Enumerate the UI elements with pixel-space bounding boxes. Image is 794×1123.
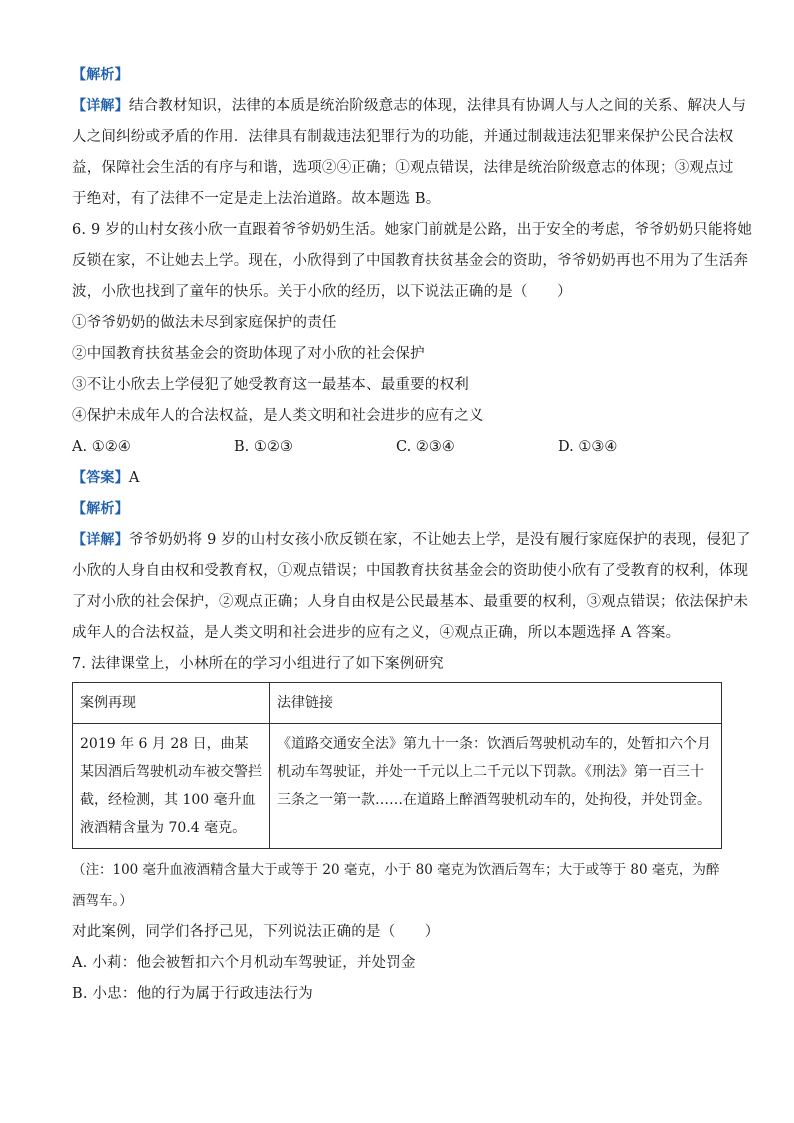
q6-option-d: D. ①③④: [558, 439, 618, 455]
q6-stem-line-1: 6. 9 岁的山村女孩小欣一直跟着爷爷奶奶生活。她家门前就是公路，出于安全的考虑，爷爷奶奶只能将她: [72, 222, 753, 238]
q6-analysis-heading: [72, 494, 722, 525]
q6-option-a: A. ①②④: [72, 439, 131, 455]
detail-tag: 【详解】: [72, 98, 129, 114]
explanation-line-3: 益，保障社会生活的有序与和谐，选项②④正确；①观点错误，法律是统治阶级意志的体现；③观点过: [72, 160, 734, 176]
q6-detail-line-3: 了对小欣的社会保护，②观点正确；人身自由权是公民最基本、最重要的权利，③观点错误；依法保护未: [72, 594, 749, 610]
q7-option-a: A. 小莉：他会被暂扣六个月机动车驾驶证，并处罚金: [72, 955, 416, 971]
analysis-heading: [72, 60, 722, 91]
analysis-tag: 【解析】: [72, 501, 129, 517]
q6-stem-line-2: 反锁在家，不让她去上学。现在，小欣得到了中国教育扶贫基金会的资助，爷爷奶奶再也不用为了生活奔: [72, 253, 749, 269]
q7-note: （注：100 毫升血液酒精含量大于或等于 20 毫克，小于 80 毫克为饮酒后驾车；大于或等于 80 毫克，为醉酒驾车。）: [72, 862, 720, 909]
q6-statement-4: ④保护未成年人的合法权益，是人类文明和社会进步的应有之义: [72, 408, 484, 424]
analysis-tag: 【解析】: [72, 67, 129, 83]
q7-option-b: B. 小忠：他的行为属于行政违法行为: [72, 986, 313, 1002]
q6-options: [72, 432, 722, 463]
q6-detail-line-1: [72, 525, 751, 556]
law-text-cell: 《道路交通安全法》第九十一条：饮酒后驾驶机动车的，处暂扣六个月机动车驾驶证，并处一千元以上二千元以下罚款。《刑法》第一百三十三条之一第一款……在道路上醉酒驾驶机动车的，处拘役，并处罚金。: [270, 724, 722, 849]
q7-question-line: 对此案例，同学们各抒己见，下列说法正确的是（ ）: [72, 924, 440, 940]
explanation-text: 结合教材知识，法律的本质是统治阶级意志的体现，法律具有协调人与人之间的关系、解决人与: [128, 98, 747, 114]
q7-stem: 7. 法律课堂上，小林所在的学习小组进行了如下案例研究: [72, 656, 444, 672]
case-table: [72, 682, 722, 849]
detail-tag: 【详解】: [72, 532, 129, 548]
detail-text: 爷爷奶奶将 9 岁的山村女孩小欣反锁在家，不让她去上学，是没有履行家庭保护的表现，侵犯了: [128, 532, 751, 548]
q6-detail-line-2: 小欣的人身自由权和受教育权，①观点错误；中国教育扶贫基金会的资助使小欣有了受教育的权利，体现: [72, 563, 749, 579]
answer-tag: 【答案】: [72, 470, 129, 486]
case-table-header-row: [73, 683, 722, 724]
case-text-cell: 2019 年 6 月 28 日，曲某某因酒后驾驶机动车被交警拦截，经检测，其 100 毫升血液酒精含量为 70.4 毫克。: [73, 724, 270, 849]
explanation-line-1: [72, 91, 747, 122]
q6-statement-3: ③不让小欣去上学侵犯了她受教育这一最基本、最重要的权利: [72, 377, 469, 393]
case-table-row: [73, 724, 722, 849]
q6-detail-line-4: 成年人的合法权益，是人类文明和社会进步的应有之义，④观点正确，所以本题选择 A 答案。: [72, 625, 681, 641]
explanation-line-2: 人之间纠纷或矛盾的作用．法律具有制裁违法犯罪行为的功能，并通过制裁违法犯罪来保护公民合法权: [72, 129, 734, 145]
q6-statement-1: ①爷爷奶奶的做法未尽到家庭保护的责任: [72, 315, 337, 331]
document-page: [72, 60, 753, 1010]
q6-option-b: B. ①②③: [234, 439, 293, 455]
q6-answer: [72, 463, 722, 494]
case-header: 案例再现: [73, 683, 270, 724]
explanation-line-4: 于绝对，有了法律不一定是走上法治道路。故本题选 B。: [72, 191, 441, 207]
q6-statement-2: ②中国教育扶贫基金会的资助体现了对小欣的社会保护: [72, 346, 425, 362]
law-header: 法律链接: [270, 683, 722, 724]
answer-value: A: [128, 470, 140, 486]
q6-option-c: C. ②③④: [396, 439, 455, 455]
q6-stem-line-3: 波，小欣也找到了童年的快乐。关于小欣的经历，以下说法正确的是（ ）: [72, 284, 572, 300]
